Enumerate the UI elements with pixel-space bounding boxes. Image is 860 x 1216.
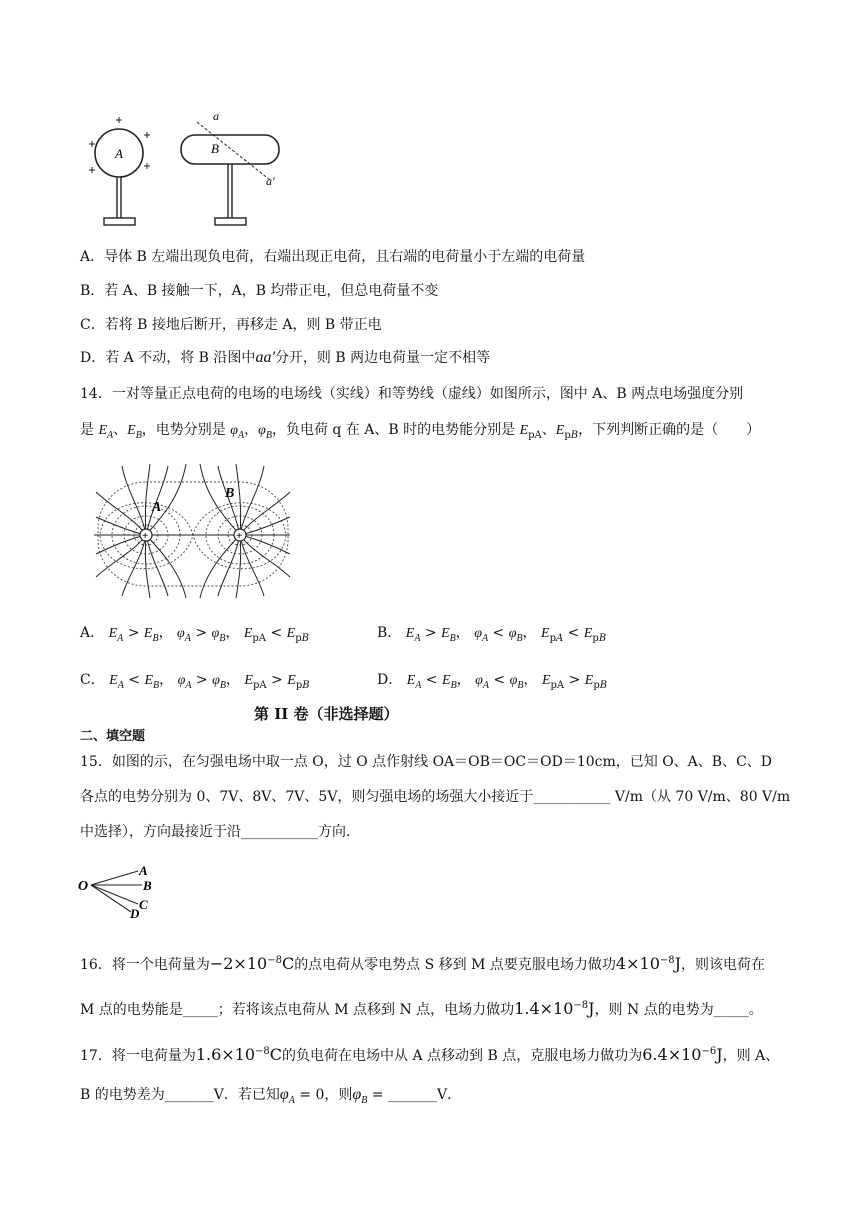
q13-option-c: C．若将 B 接地后断开，再移走 A，则 B 带正电 <box>80 317 382 333</box>
label-point-B: B <box>225 486 235 501</box>
label-ray-C: C <box>139 897 148 912</box>
label-a: a <box>213 109 219 123</box>
q16-line2: M 点的电势能是_____；若将该点电荷从 M 点移到 N 点，电场力做功$1.4\times 10^{-8}J$，则 N 点的电势为_____。 <box>80 999 763 1018</box>
section-heading: 二、填空题 <box>80 729 146 744</box>
q14-option-a: A． $E_A > E_B$， $\varphi_A > \varphi_B$， $E_{pA} < E_{pB}$ <box>80 625 309 644</box>
q13-option-d: D．若 A 不动，将 B 沿图中aa′分开，则 B 两边电荷量一定不相等 <box>80 349 491 366</box>
q14-stem-line2: 是 $E_A$、$E_B$，电势分别是 $\varphi_A$，$\varphi_B$，负电荷 q 在 A、B 时的电势能分别是 $E_{pA}$、$E_{pB}$，下列判断正确的是（ ） <box>80 422 761 441</box>
figure-conductors <box>80 108 300 233</box>
volume-title: 第 II 卷（非选择题） <box>254 705 399 723</box>
q15-line2: 各点的电势分别为 0、7V、8V、7V、5V，则匀强电场的场强大小接近于___________ V/m（从 70 V/m、80 V/m <box>80 789 791 805</box>
q17-line2: B 的电势差为_______V．若已知$\varphi_A = 0$，则$\varphi_B$ = _______V． <box>80 1086 462 1106</box>
q14-option-d: D． $E_A < E_B$， $\varphi_A < \varphi_B$， $E_{pA} > E_{pB}$ <box>377 672 608 691</box>
q14-option-b: B． $E_A > E_B$， $\varphi_A < \varphi_B$， $E_{pA} < E_{pB}$ <box>377 625 607 644</box>
q15-line1: 15．如图的示，在匀强电场中取一点 O，过 O 点作射线 OA＝OB＝OC＝OD＝10cm，已知 O、A、B、C、D <box>80 754 773 770</box>
label-A: A <box>115 146 123 161</box>
q14-stem-line1: 14．一对等量正点电荷的电场的电场线（实线）和等势线（虚线）如图所示，图中 A、B 两点电场强度分别 <box>80 386 744 402</box>
q15-line3: 中选择），方向最接近于沿___________方向． <box>80 824 360 840</box>
label-ray-B: B <box>143 878 152 893</box>
q14-option-c: C． $E_A < E_B$， $\varphi_A > \varphi_B$， $E_{pA} > E_{pB}$ <box>80 672 310 691</box>
charge-plus-left: + <box>142 530 149 542</box>
label-B: B <box>211 141 219 156</box>
charge-plus-right: + <box>236 530 243 542</box>
q17-line1: 17．将一电荷量为$1.6\times 10^{-8}C$的负电荷在电场中从 A 点移动到 B 点，克服电场力做功为$6.4\times 10^{-6}J$，则 A、 <box>80 1045 780 1064</box>
label-O: O <box>78 879 89 894</box>
q13-option-b: B．若 A、B 接触一下，A，B 均带正电，但总电荷量不变 <box>80 283 439 299</box>
label-a-prime: a′ <box>266 174 275 188</box>
label-ray-D: D <box>130 906 140 920</box>
figure-field-lines <box>92 462 292 600</box>
q13-option-a: A．导体 B 左端出现负电荷，右端出现正电荷，且右端的电荷量小于左端的电荷量 <box>80 249 586 265</box>
figure-rays <box>76 860 166 920</box>
label-point-A: A <box>152 500 162 515</box>
label-ray-A: A <box>139 863 148 878</box>
q16-line1: 16．将一个电荷量为$-2\times 10^{-8}C$的点电荷从零电势点 S 移到 M 点要克服电场力做功$4\times 10^{-8}J$，则该电荷在 <box>80 954 766 973</box>
